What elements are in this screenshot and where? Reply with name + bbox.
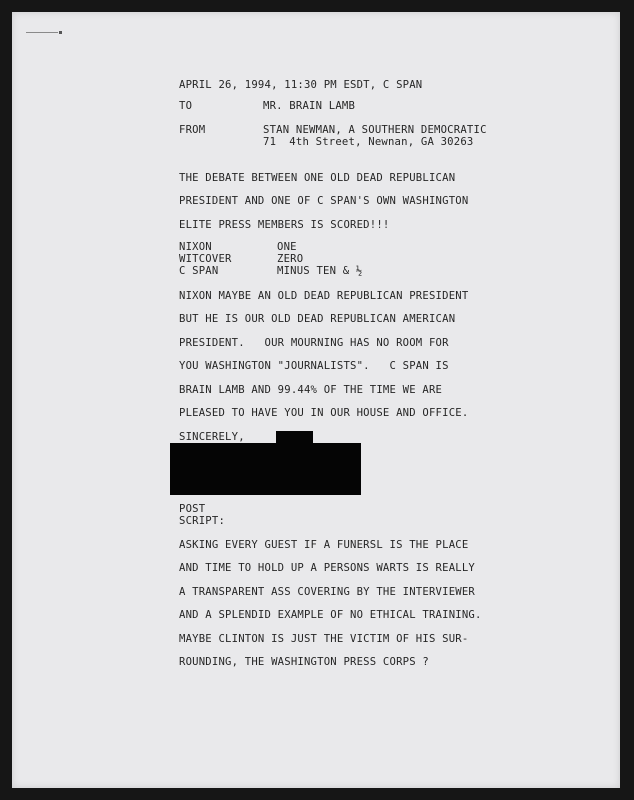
to-label: TO bbox=[179, 100, 193, 112]
score-name: C SPAN bbox=[179, 265, 219, 277]
body-line: NIXON MAYBE AN OLD DEAD REPUBLICAN PRESIDENT bbox=[179, 290, 469, 302]
body-line: YOU WASHINGTON "JOURNALISTS". C SPAN IS bbox=[179, 360, 449, 372]
from-label: FROM bbox=[179, 124, 206, 136]
intro-line: ELITE PRESS MEMBERS IS SCORED!!! bbox=[179, 219, 390, 231]
from-line-2: 71 4th Street, Newnan, GA 30263 bbox=[263, 136, 474, 148]
postscript-line: ASKING EVERY GUEST IF A FUNERSL IS THE PLACE bbox=[179, 539, 469, 551]
postscript-label-2: SCRIPT: bbox=[179, 515, 226, 527]
closing: SINCERELY, bbox=[179, 431, 245, 443]
postscript-label-1: POST bbox=[179, 503, 206, 515]
score-value: MINUS TEN & ½ bbox=[277, 265, 363, 277]
redaction-box-signature bbox=[170, 443, 361, 495]
intro-line: PRESIDENT AND ONE OF C SPAN'S OWN WASHINGTON bbox=[179, 195, 469, 207]
score-name: NIXON bbox=[179, 241, 212, 253]
pencil-dot bbox=[59, 31, 62, 34]
to-value: MR. BRAIN LAMB bbox=[263, 100, 356, 112]
postscript-line: AND TIME TO HOLD UP A PERSONS WARTS IS REALLY bbox=[179, 562, 476, 574]
dateline: APRIL 26, 1994, 11:30 PM ESDT, C SPAN bbox=[179, 79, 423, 91]
score-value: ONE bbox=[277, 241, 297, 253]
postscript-line: ROUNDING, THE WASHINGTON PRESS CORPS ? bbox=[179, 656, 429, 668]
intro-line: THE DEBATE BETWEEN ONE OLD DEAD REPUBLICAN bbox=[179, 172, 456, 184]
score-value: ZERO bbox=[277, 253, 304, 265]
body-line: PRESIDENT. OUR MOURNING HAS NO ROOM FOR bbox=[179, 337, 449, 349]
body-line: BRAIN LAMB AND 99.44% OF THE TIME WE ARE bbox=[179, 384, 443, 396]
score-name: WITCOVER bbox=[179, 253, 232, 265]
pencil-mark bbox=[26, 32, 58, 33]
postscript-line: A TRANSPARENT ASS COVERING BY THE INTERVIEWER bbox=[179, 586, 476, 598]
body-line: BUT HE IS OUR OLD DEAD REPUBLICAN AMERICAN bbox=[179, 313, 456, 325]
postscript-line: MAYBE CLINTON IS JUST THE VICTIM OF HIS SUR- bbox=[179, 633, 469, 645]
body-line: PLEASED TO HAVE YOU IN OUR HOUSE AND OFFICE. bbox=[179, 407, 469, 419]
from-line-1: STAN NEWMAN, A SOUTHERN DEMOCRATIC bbox=[263, 124, 487, 136]
postscript-line: AND A SPLENDID EXAMPLE OF NO ETHICAL TRAINING. bbox=[179, 609, 482, 621]
